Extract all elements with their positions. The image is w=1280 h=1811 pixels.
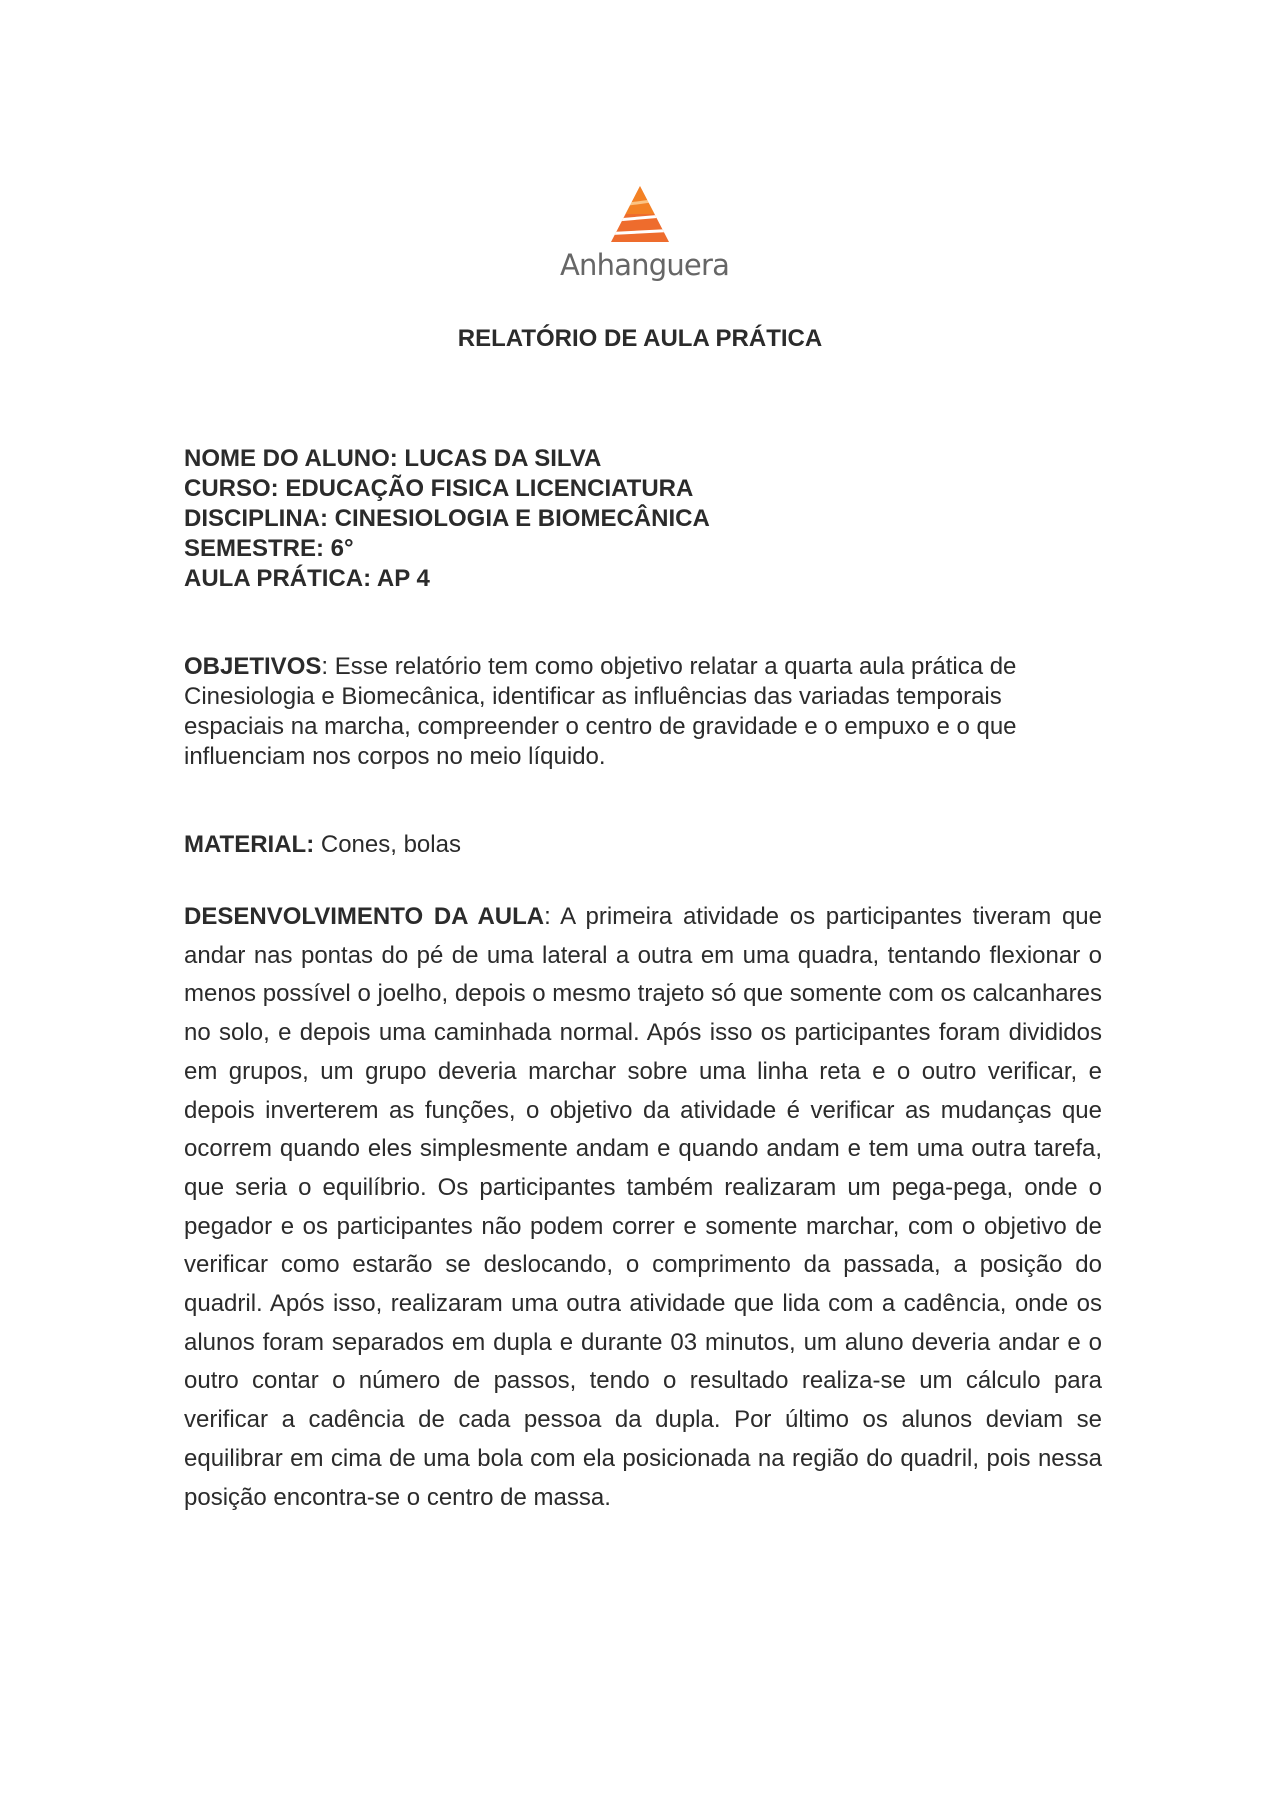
course: CURSO: EDUCAÇÃO FISICA LICENCIATURA bbox=[184, 475, 694, 502]
development-paragraph bbox=[184, 898, 1102, 1517]
material-paragraph bbox=[184, 830, 1102, 860]
logo-wordmark: Anhanguera bbox=[560, 248, 730, 282]
objectives-label: OBJETIVOS bbox=[184, 653, 322, 680]
material-text: Cones, bolas bbox=[314, 831, 461, 858]
student-info-block bbox=[184, 444, 1104, 594]
report-title: RELATÓRIO DE AULA PRÁTICA bbox=[457, 325, 823, 352]
development-text: : A primeira atividade os participantes tiveram que andar nas pontas do pé de uma lateral a outra em uma quadra, tentando flexionar o menos possível o joelho, depois o mesmo trajeto só que somente com os calcanhares no solo, e depois uma caminhada normal. Após isso os participantes foram divididos em grupos, um grupo deveria marchar sobre uma linha reta e o outro verificar, e depois inverterem as funções, o objetivo da atividade é verificar as mudanças que ocorrem quando eles simplesmente andam e quando andam e tem uma outra tarefa, que seria o equilíbrio. Os participantes também realizaram um pega-pega, onde o pegador e os participantes não podem correr e somente marchar, com o objetivo de verificar como estarão se deslocando, o comprimento da passada, a posição do quadril. Após isso, realizaram uma outra atividade que lida com a cadência, onde os alunos foram separados em dupla e durante 03 minutos, um aluno deveria andar e o outro contar o número de passos, tendo o resultado realiza-se um cálculo para verificar a cadência de cada pessoa da dupla. Por último os alunos deviam se equilibrar em cima de uma bola com ela posicionada na região do quadril, pois nessa posição encontra-se o centro de massa. bbox=[184, 903, 1102, 1511]
objectives-text: : Esse relatório tem como objetivo relatar a quarta aula prática de Cinesiologia e Biomecânica, identificar as influências das variadas temporais espaciais na marcha, compreender o centro de gravidade e o empuxo e o que influenciam nos corpos no meio líquido. bbox=[184, 653, 1017, 770]
practical-class: AULA PRÁTICA: AP 4 bbox=[184, 565, 430, 592]
student-name: NOME DO ALUNO: LUCAS DA SILVA bbox=[184, 445, 602, 472]
development-label: DESENVOLVIMENTO DA AULA bbox=[184, 903, 545, 930]
triangle-logo-icon bbox=[611, 186, 669, 248]
objectives-paragraph bbox=[184, 652, 1102, 772]
anhanguera-logo bbox=[560, 186, 730, 290]
semester: SEMESTRE: 6° bbox=[184, 535, 354, 562]
material-label: MATERIAL: bbox=[184, 831, 315, 858]
discipline: DISCIPLINA: CINESIOLOGIA E BIOMECÂNICA bbox=[184, 505, 710, 532]
